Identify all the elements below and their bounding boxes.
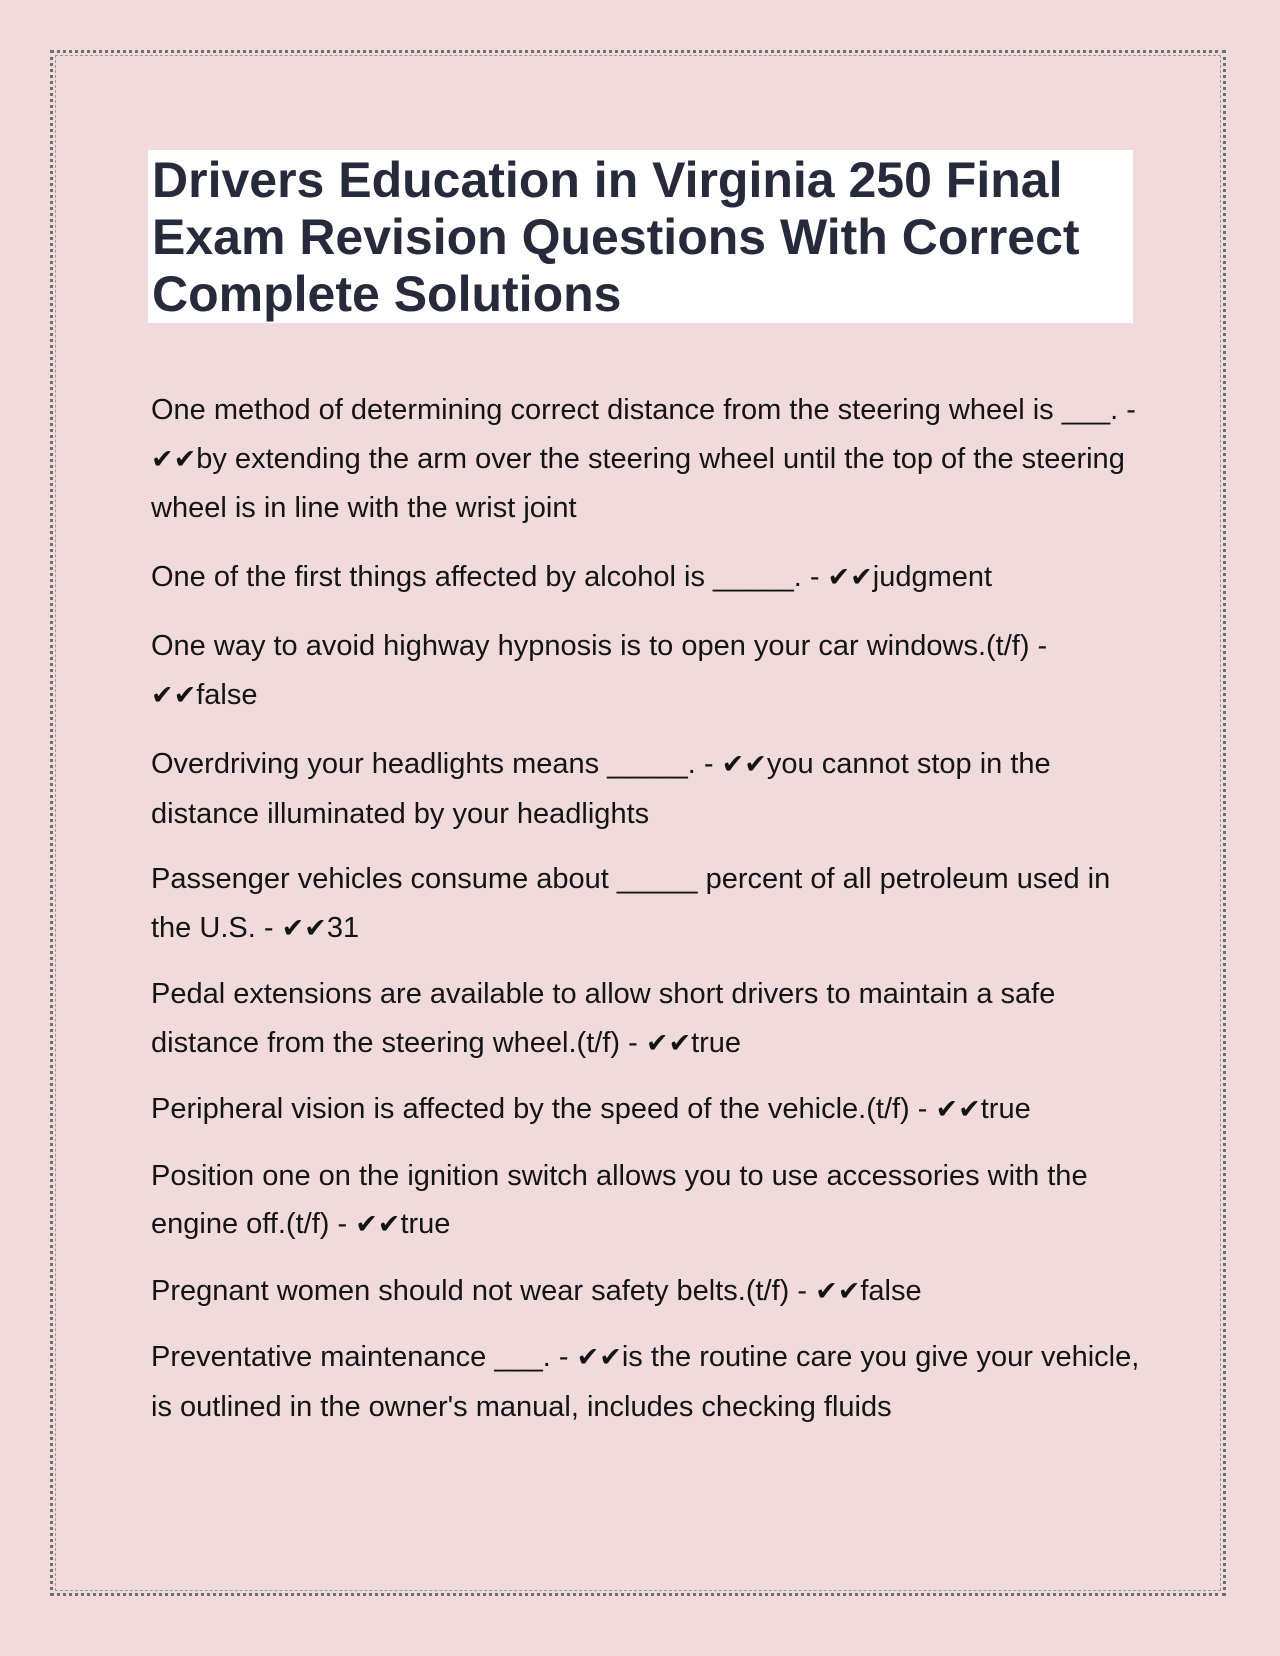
qa-item: Position one on the ignition switch allows you to use accessories with the engine off.(t/f) - ✔✔true [151,1159,1088,1240]
question-text: One method of determining correct distance from the steering wheel is ___. [151,394,1119,426]
question-text: One of the first things affected by alcohol is _____. [151,560,802,593]
question-text: Position one on the ignition switch allows you to use accessories with the engine off.(t/f) [151,1159,1088,1240]
qa-item: Preventative maintenance ___. - ✔✔is the routine care you give your vehicle, is outlined in the owner's manual, includes checking fluids [151,1341,1148,1423]
checkmark-icon: ✔✔ [355,1209,401,1240]
question-text: Peripheral vision is affected by the speed of the vehicle.(t/f) [151,1093,910,1125]
answer-text: you cannot stop in the distance illuminated by your headlights [151,748,1059,830]
question-list [151,386,1148,1448]
qa-item: Pregnant women should not wear safety belts.(t/f) - ✔✔false [151,1274,922,1307]
answer-text: is the routine care you give your vehicle, is outlined in the owner's manual, includes checking fluids [151,1341,1148,1423]
checkmark-icon: ✔✔ [827,561,873,593]
checkmark-icon: ✔✔ [281,912,327,944]
question-text: Passenger vehicles consume about _____ percent of all petroleum used in the U.S. [151,863,1111,944]
checkmark-icon: ✔✔ [645,1027,692,1059]
checkmark-icon: ✔✔ [151,443,197,475]
checkmark-icon: ✔✔ [151,679,197,711]
document-title: Drivers Education in Virginia 250 Final Exam Revision Questions With Correct Complete Solutions [152,152,1080,322]
checkmark-icon: ✔✔ [815,1275,861,1307]
question-text: Preventative maintenance ___. [151,1341,551,1373]
qa-item: Passenger vehicles consume about _____ percent of all petroleum used in the U.S. - ✔✔31 [151,863,1111,944]
question-text: Pregnant women should not wear safety belts.(t/f) [151,1274,790,1307]
answer-text: 31 [326,911,360,944]
answer-text: true [691,1026,742,1059]
answer-text: false [860,1274,922,1307]
qa-item: Overdriving your headlights means _____. - ✔✔you cannot stop in the distance illuminated by your headlights [151,748,1059,830]
qa-item: Pedal extensions are available to allow short drivers to maintain a safe distance from the steering wheel.(t/f) - ✔✔true [151,978,1056,1059]
answer-text: judgment [872,560,993,593]
answer-text: true [980,1093,1031,1125]
title-box [148,150,1133,323]
qa-item: One method of determining correct distance from the steering wheel is ___. - ✔✔by extending the arm over the steering wheel until the top of the steering wheel is in line with the wrist joint [151,394,1144,524]
checkmark-icon: ✔✔ [935,1094,981,1125]
question-text: One way to avoid highway hypnosis is to open your car windows.(t/f) [151,630,1030,662]
answer-text: by extending the arm over the steering wheel until the top of the steering wheel is in line with the wrist joint [151,442,1133,524]
question-text: Overdriving your headlights means _____. [151,748,696,780]
checkmark-icon: ✔✔ [721,749,767,780]
question-text: Pedal extensions are available to allow short drivers to maintain a safe distance from the steering wheel.(t/f) [151,978,1056,1059]
checkmark-icon: ✔✔ [576,1342,622,1373]
qa-item: Peripheral vision is affected by the speed of the vehicle.(t/f) - ✔✔true [151,1093,1031,1125]
qa-item: One way to avoid highway hypnosis is to open your car windows.(t/f) - ✔✔false [151,630,1056,711]
answer-text: true [400,1208,451,1240]
answer-text: false [196,678,258,711]
qa-item: One of the first things affected by alcohol is _____. - ✔✔judgment [151,560,993,593]
